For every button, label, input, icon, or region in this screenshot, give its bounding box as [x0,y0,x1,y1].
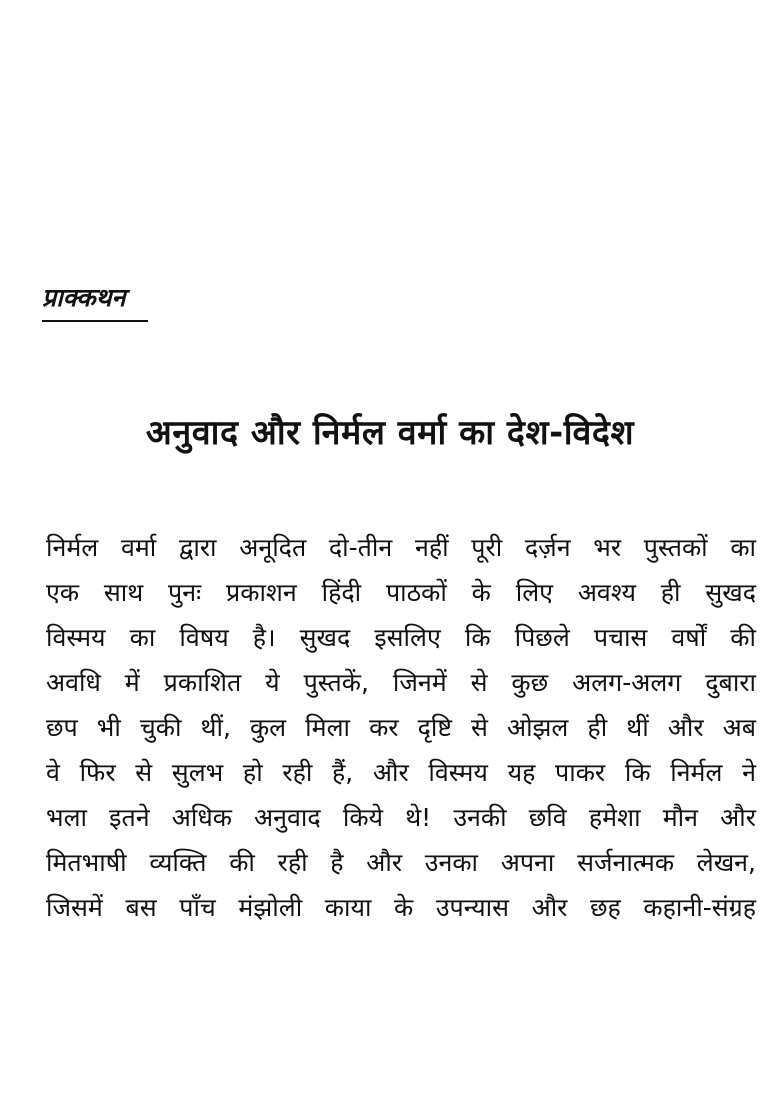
paragraph-line: वे फिर से सुलभ हो रही हैं, और विस्मय यह पाकर कि निर्मल ने [46,758,756,787]
paragraph-line: अवधि में प्रकाशित ये पुस्तकें, जिनमें से कुछ अलग-अलग दुबारा [46,668,756,697]
paragraph-line: विस्मय का विषय है। सुखद इसलिए कि पिछले पचास वर्षों की [46,623,756,652]
paragraph-line: एक साथ पुनः प्रकाशन हिंदी पाठकों के लिए अवश्य ही सुखद [46,578,756,607]
body-paragraph [46,525,756,930]
paragraph-line: जिसमें बस पाँच मंझोली काया के उपन्यास और छह कहानी-संग्रह [46,893,756,922]
paragraph-line: निर्मल वर्मा द्वारा अनूदित दो-तीन नहीं पूरी दर्ज़न भर पुस्तकों का [46,533,756,562]
chapter-title: अनुवाद और निर्मल वर्मा का देश-विदेश [145,413,635,453]
section-label-underline [42,320,148,322]
paragraph-line: भला इतने अधिक अनुवाद किये थे! उनकी छवि हमेशा मौन और [46,803,756,832]
paragraph-line: छप भी चुकी थीं, कुल मिला कर दृष्टि से ओझल ही थीं और अब [46,713,756,742]
section-label: प्राक्कथन [42,283,126,312]
paragraph-line: मितभाषी व्यक्ति की रही है और उनका अपना सर्जनात्मक लेखन, [46,848,756,877]
